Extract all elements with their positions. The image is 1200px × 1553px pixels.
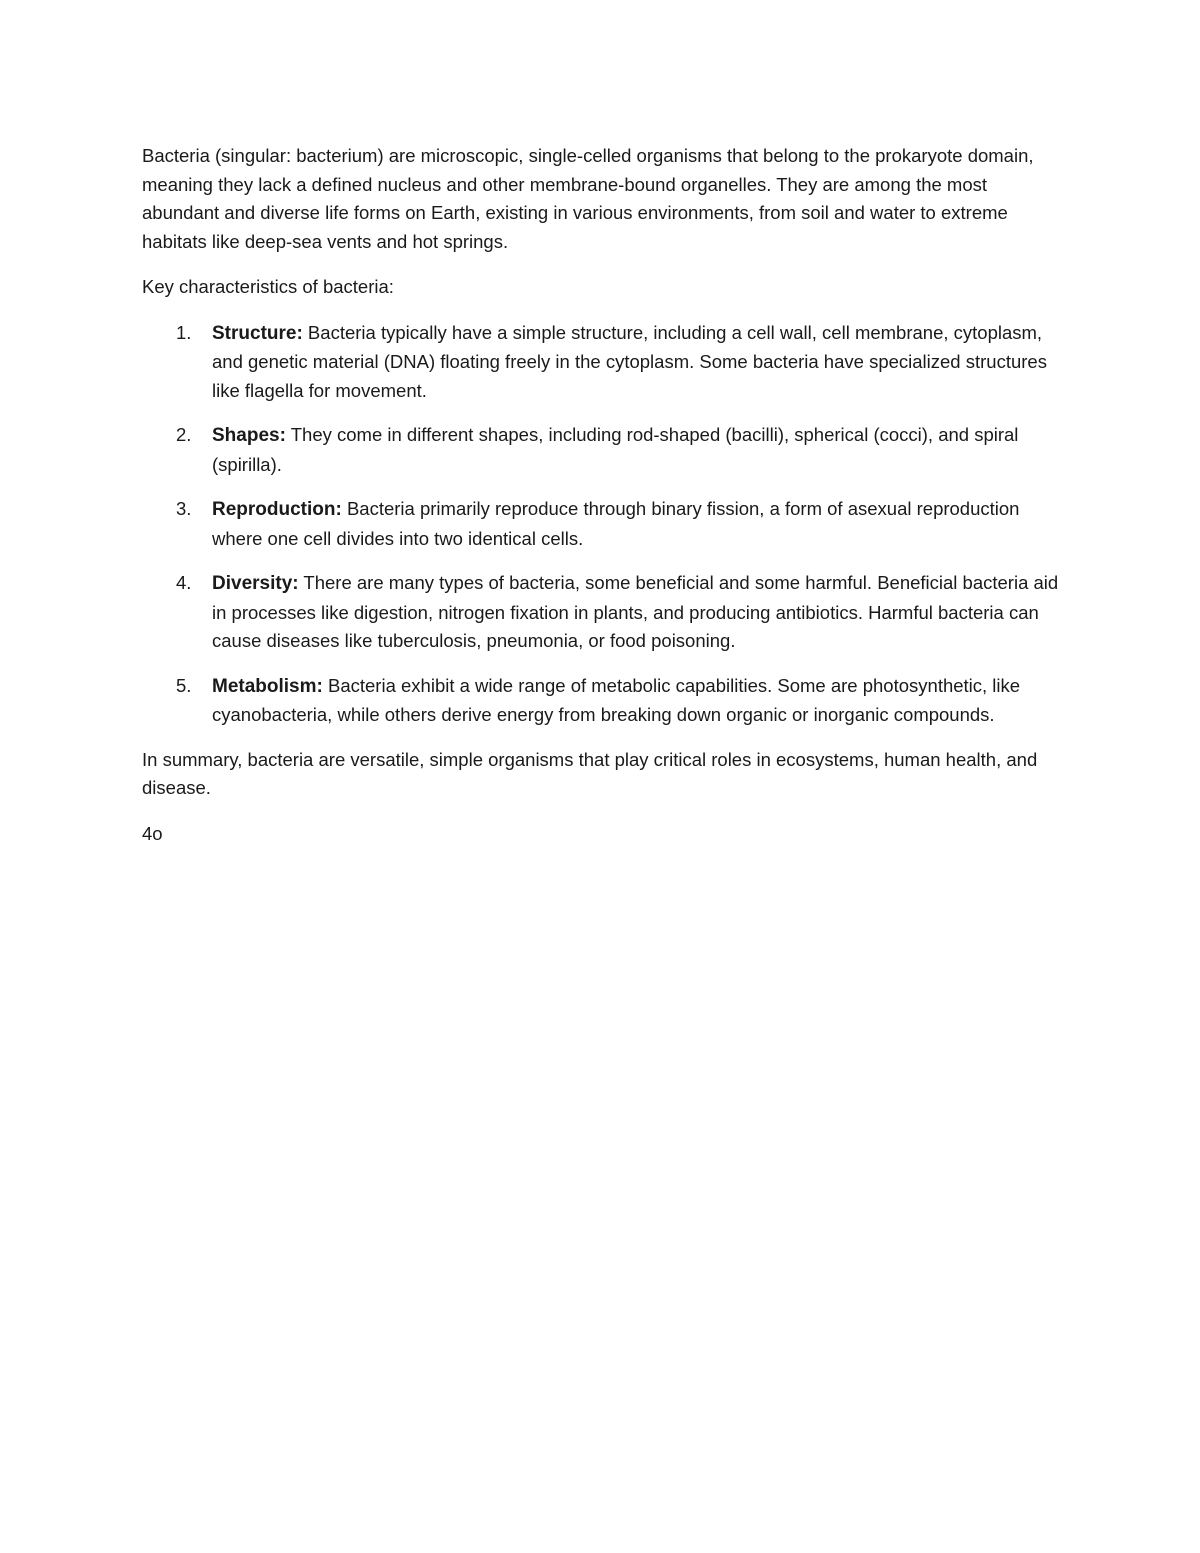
item-description: There are many types of bacteria, some beneficial and some harmful. Beneficial bacteria aid in processes like digestion, nitrogen fixation in plants, and producing antibiotics. Harmful bacteria can cause diseases like tuberculosis, pneumonia, or food poisoning. bbox=[212, 572, 1059, 651]
list-number: 2. bbox=[176, 424, 192, 445]
term-label: Diversity: bbox=[212, 573, 299, 594]
characteristics-list bbox=[142, 319, 1062, 730]
list-number: 1. bbox=[176, 321, 192, 343]
term-label: Metabolism: bbox=[212, 675, 323, 697]
summary-paragraph: In summary, bacteria are versatile, simple organisms that play critical roles in ecosystems, human health, and disease. bbox=[142, 748, 1038, 798]
document-body bbox=[142, 142, 1062, 865]
term-label: Structure: bbox=[212, 322, 303, 344]
item-description: Bacteria typically have a simple structure, including a cell wall, cell membrane, cytoplasm, and genetic material (DNA) floating freely in the cytoplasm. Some bacteria have specialized structures like flagella for movement. bbox=[212, 321, 1047, 401]
term-label: Shapes: bbox=[212, 425, 286, 446]
list-heading: Key characteristics of bacteria: bbox=[142, 276, 394, 297]
list-number: 5. bbox=[176, 674, 192, 696]
list-item-metabolism bbox=[142, 672, 1062, 730]
list-item-reproduction bbox=[142, 495, 1062, 553]
item-description: They come in different shapes, including rod-shaped (bacilli), spherical (cocci), and spiral (spirilla). bbox=[212, 424, 1019, 475]
term-label: Reproduction: bbox=[212, 499, 342, 520]
list-number: 3. bbox=[176, 498, 192, 519]
list-number: 4. bbox=[176, 572, 192, 593]
intro-paragraph: Bacteria (singular: bacterium) are microscopic, single-celled organisms that belong to the prokaryote domain, meaning they lack a defined nucleus and other membrane-bound organelles. They are among the most abundant and diverse life forms on Earth, existing in various environments, from soil and water to extreme habitats like deep-sea vents and hot springs. bbox=[142, 145, 1034, 252]
item-description: Bacteria exhibit a wide range of metabolic capabilities. Some are photosynthetic, like cyanobacteria, while others derive energy from breaking down organic or inorganic compounds. bbox=[212, 674, 1021, 725]
list-item-diversity bbox=[142, 569, 1062, 656]
item-description: Bacteria primarily reproduce through binary fission, a form of asexual reproduction where one cell divides into two identical cells. bbox=[212, 498, 1020, 549]
footer-note: 4o bbox=[142, 822, 163, 844]
list-item-structure bbox=[142, 319, 1062, 406]
list-item-shapes bbox=[142, 421, 1062, 479]
